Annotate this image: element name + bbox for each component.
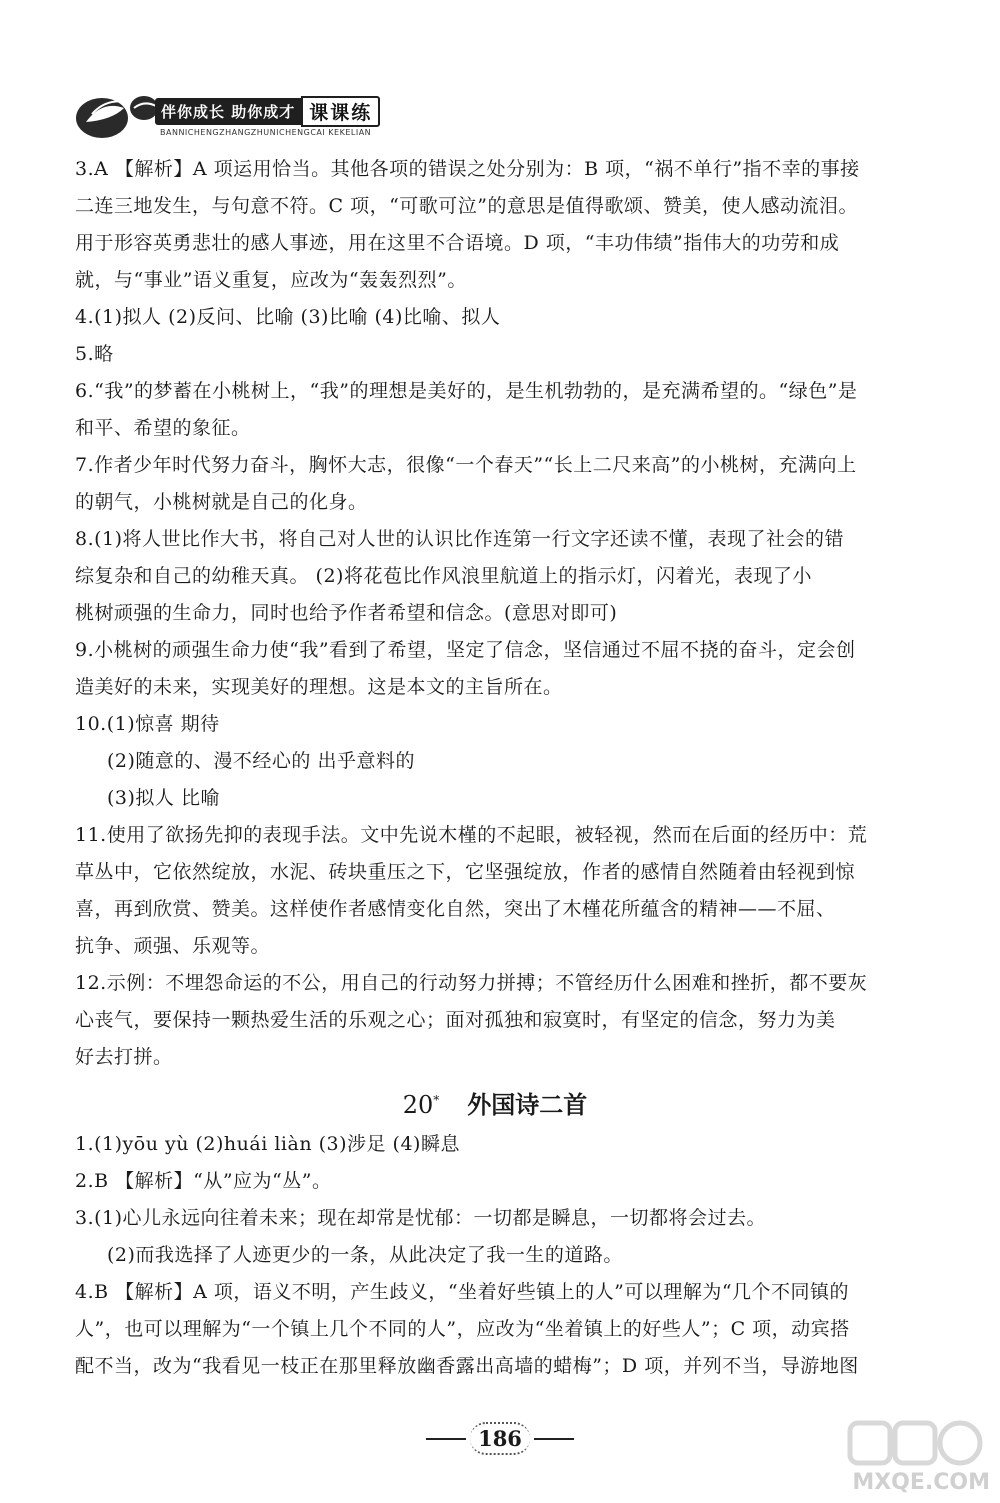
- watermark-stamp-icon: [840, 1415, 990, 1475]
- text-line: 11.使用了欲扬先抑的表现手法。文中先说木槿的不起眼，被轻视，然而在后面的经历中：荒: [75, 824, 868, 846]
- text-line: 综复杂和自己的幼稚天真。 (2)将花苞比作风浪里航道上的指示灯，闪着光，表现了小: [75, 565, 812, 587]
- watermark: [840, 1415, 990, 1495]
- text-line: 抗争、顽强、乐观等。: [75, 935, 271, 957]
- text-line: 4.B 【解析】A 项，语义不明，产生歧义，“坐着好些镇上的人”可以理解为“几个不同镇的: [75, 1281, 850, 1303]
- text-line: 人”，也可以理解为“一个镇上几个不同的人”，应改为“坐着镇上的好些人”；C 项，动宾搭: [75, 1318, 850, 1340]
- text-line: 1.(1)yōu yù (2)huái liàn (3)涉足 (4)瞬息: [75, 1133, 460, 1155]
- text-line: 好去打拼。: [75, 1046, 173, 1068]
- text-line: (2)而我选择了人迹更少的一条，从此决定了我一生的道路。: [107, 1244, 623, 1266]
- text-line: 和平、希望的象征。: [75, 417, 251, 439]
- text-line: 5.略: [75, 343, 114, 365]
- text-line: 12.示例：不埋怨命运的不公，用自己的行动努力拼搏；不管经历什么困难和挫折，都不要灰: [75, 972, 868, 994]
- text-line: (3)拟人 比喻: [107, 787, 220, 809]
- section-title-text: 外国诗二首: [467, 1091, 588, 1119]
- brand-name: 课课练: [301, 96, 380, 127]
- text-line: 喜，再到欣赏、赞美。这样使作者感情变化自然，突出了木槿花所蕴含的精神——不屈、: [75, 898, 836, 920]
- text-line: 用于形容英勇悲壮的感人事迹，用在这里不合语境。D 项，“丰功伟绩”指伟大的功劳和成: [75, 232, 840, 254]
- header: [60, 70, 460, 150]
- text-line: 7.作者少年时代努力奋斗，胸怀大志，很像“一个春天”“长上二尺来高”的小桃树，充满向上: [75, 454, 857, 476]
- text-line: 配不当，改为“我看见一枝正在那里释放幽香露出高墙的蜡梅”；D 项，并列不当，导游地图: [75, 1355, 859, 1377]
- text-line: 4.(1)拟人 (2)反问、比喻 (3)比喻 (4)比喻、拟人: [75, 306, 501, 328]
- text-line: 3.A 【解析】A 项运用恰当。其他各项的错误之处分别为：B 项，“祸不单行”指不幸的事接: [75, 158, 860, 180]
- text-line: 3.(1)心儿永远向往着未来；现在却常是忧郁：一切都是瞬息，一切都将会过去。: [75, 1207, 767, 1229]
- text-line: 二连三地发生，与句意不符。C 项，“可歌可泣”的意思是值得歌颂、赞美，使人感动流泪。: [75, 195, 859, 217]
- brand-pinyin: BANNICHENGZHANGZHUNICHENGCAI KEKELIAN: [160, 128, 372, 137]
- section-title: [75, 1085, 915, 1120]
- text-line: 的朝气，小桃树就是自己的化身。: [75, 491, 368, 513]
- section-number: 20*: [402, 1091, 440, 1119]
- text-line: 8.(1)将人世比作大书，将自己对人世的认识比作连第一行文字还读不懂，表现了社会的错: [75, 528, 845, 550]
- text-line: 9.小桃树的顽强生命力使“我”看到了希望，坚定了信念，坚信通过不屈不挠的奋斗，定会创: [75, 639, 856, 661]
- text-line: 6.“我”的梦蓄在小桃树上，“我”的理想是美好的，是生机勃勃的，是充满希望的。“绿色”是: [75, 380, 858, 402]
- text-line: (2)随意的、漫不经心的 出乎意料的: [107, 750, 415, 772]
- text-line: 桃树顽强的生命力，同时也给予作者希望和信念。(意思对即可): [75, 602, 618, 624]
- text-line: 10.(1)惊喜 期待: [75, 713, 220, 735]
- slogan: 伴你成长 助你成才: [155, 98, 301, 125]
- text-line: 造美好的未来，实现美好的理想。这是本文的主旨所在。: [75, 676, 563, 698]
- text-line: 就，与“事业”语义重复，应改为“轰轰烈烈”。: [75, 269, 467, 291]
- text-line: 心丧气，要保持一颗热爱生活的乐观之心；面对孤独和寂寞时，有坚定的信念，努力为美: [75, 1009, 836, 1031]
- text-line: 2.B 【解析】“从”应为“丛”。: [75, 1170, 332, 1192]
- text-line: 草丛中，它依然绽放，水泥、砖块重压之下，它坚强绽放，作者的感情自然随着由轻视到惊: [75, 861, 856, 883]
- footer-dash-right: [534, 1438, 574, 1440]
- page-number: 186: [470, 1422, 530, 1455]
- watermark-text: MXQE.COM: [852, 1470, 990, 1495]
- footer-dash-left: [426, 1438, 466, 1440]
- header-slogan-box: [155, 96, 380, 127]
